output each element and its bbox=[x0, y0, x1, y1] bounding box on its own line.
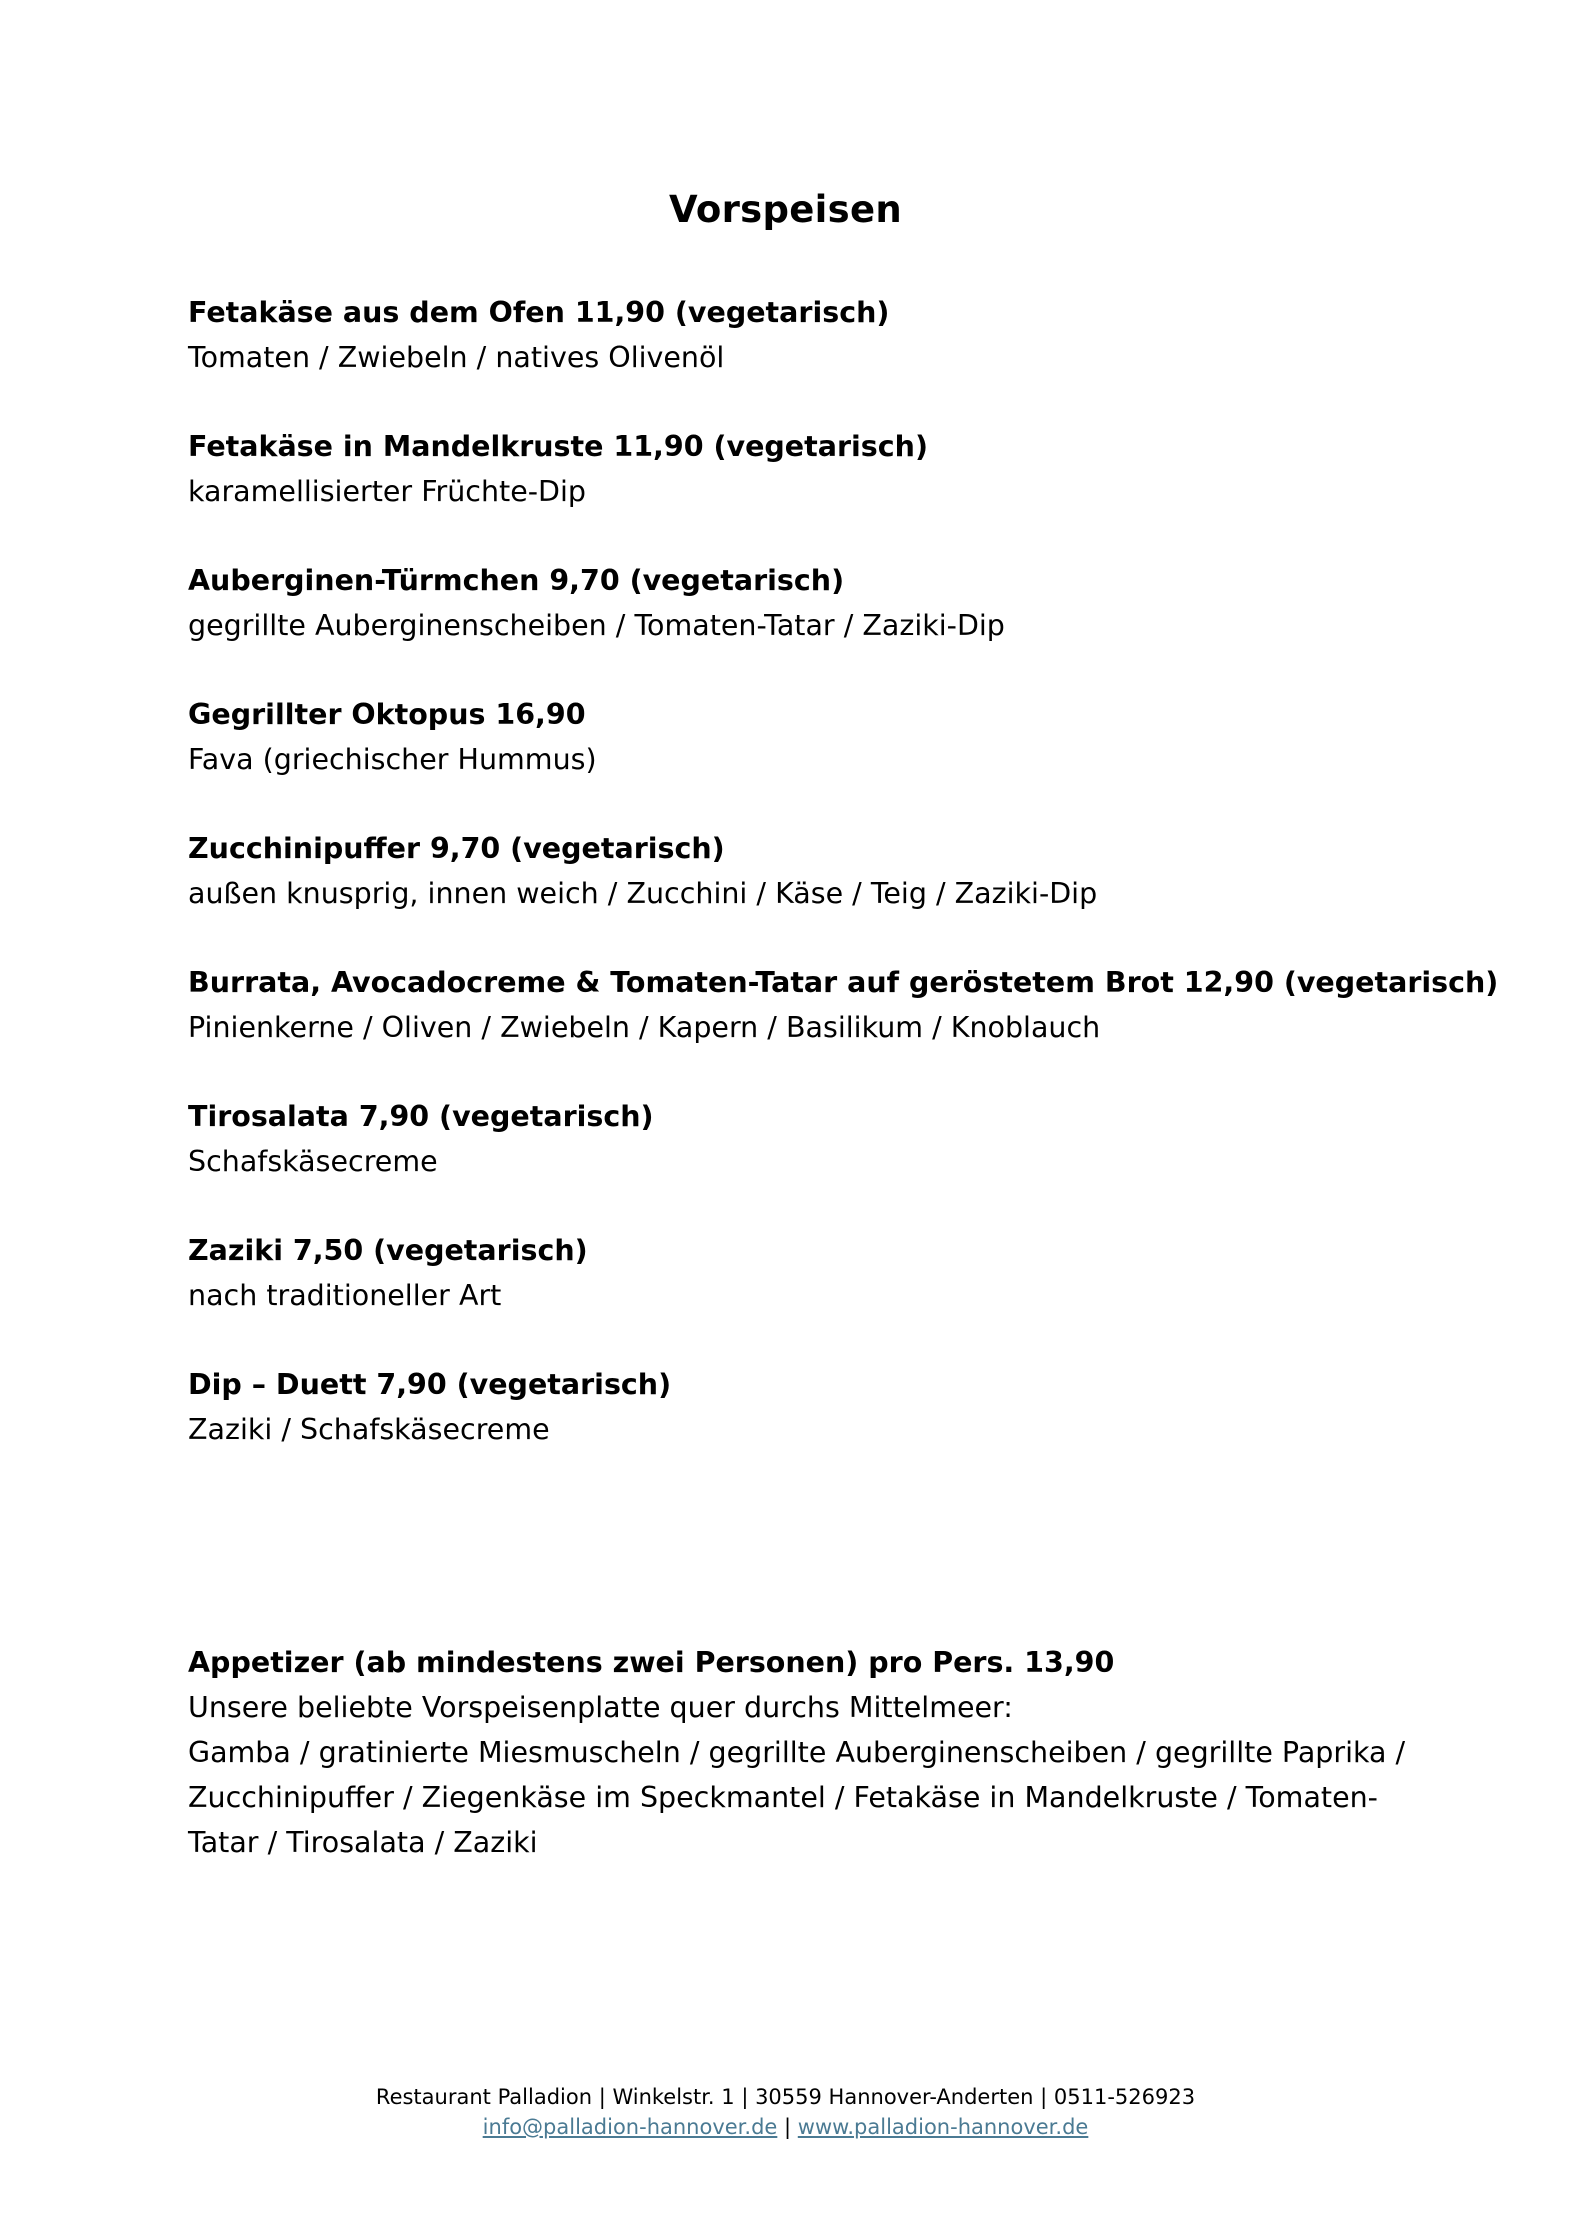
menu-item bbox=[188, 1362, 1428, 1452]
appetizer-intro: Unsere beliebte Vorspeisenplatte quer durchs Mittelmeer: bbox=[188, 1691, 1013, 1724]
starter-list bbox=[188, 290, 1499, 1496]
menu-item-description: gegrillte Auberginenscheiben / Tomaten-Tatar / Zaziki-Dip bbox=[188, 609, 1005, 642]
menu-item-name: Auberginen-Türmchen 9,70 (vegetarisch) bbox=[188, 564, 845, 597]
menu-item-name: Zaziki 7,50 (vegetarisch) bbox=[188, 1234, 588, 1267]
menu-item-description: Tomaten / Zwiebeln / natives Olivenöl bbox=[188, 341, 725, 374]
menu-item-name: Burrata, Avocadocreme & Tomaten-Tatar auf geröstetem Brot 12,90 (vegetarisch) bbox=[188, 966, 1499, 999]
menu-item-name: Gegrillter Oktopus 16,90 bbox=[188, 698, 586, 731]
appetizer-description: Gamba / gratinierte Miesmuscheln / gegrillte Auberginenscheiben / gegrillte Paprika / Zucchinipuffer / Ziegenkäse im Speckmantel / Fetakäse in Mandelkruste / Tomaten-Tatar / Tirosalata / Zaziki bbox=[188, 1736, 1406, 1859]
menu-item-description: Zaziki / Schafskäsecreme bbox=[188, 1413, 550, 1446]
footer-contact bbox=[0, 2112, 1571, 2142]
appetizer-name: Appetizer (ab mindestens zwei Personen) pro Pers. 13,90 bbox=[188, 1646, 1115, 1679]
email-link[interactable]: info@palladion-hannover.de bbox=[482, 2115, 778, 2139]
menu-item bbox=[188, 424, 1428, 514]
menu-item-description: nach traditioneller Art bbox=[188, 1279, 502, 1312]
menu-item bbox=[188, 826, 1428, 916]
menu-item-description: Pinienkerne / Oliven / Zwiebeln / Kapern / Basilikum / Knoblauch bbox=[188, 1011, 1101, 1044]
appetizer-section bbox=[188, 1640, 1428, 1865]
menu-item bbox=[188, 290, 1428, 380]
menu-item-name: Zucchinipuffer 9,70 (vegetarisch) bbox=[188, 832, 725, 865]
footer-address: Restaurant Palladion | Winkelstr. 1 | 30559 Hannover-Anderten | 0511-526923 bbox=[375, 2085, 1196, 2109]
website-link[interactable]: www.palladion-hannover.de bbox=[797, 2115, 1089, 2139]
menu-item-description: karamellisierter Früchte-Dip bbox=[188, 475, 586, 508]
menu-item bbox=[188, 960, 1499, 1050]
menu-item-name: Fetakäse aus dem Ofen 11,90 (vegetarisch) bbox=[188, 296, 890, 329]
footer-separator: | bbox=[784, 2115, 792, 2139]
menu-item-name: Tirosalata 7,90 (vegetarisch) bbox=[188, 1100, 654, 1133]
menu-item-description: Fava (griechischer Hummus) bbox=[188, 743, 597, 776]
menu-item-description: außen knusprig, innen weich / Zucchini / Käse / Teig / Zaziki-Dip bbox=[188, 877, 1098, 910]
menu-item bbox=[188, 558, 1428, 648]
page-title: Vorspeisen bbox=[668, 188, 903, 231]
menu-item bbox=[188, 1228, 1428, 1318]
menu-item-description: Schafskäsecreme bbox=[188, 1145, 438, 1178]
menu-item bbox=[188, 1094, 1428, 1184]
menu-item-name: Dip – Duett 7,90 (vegetarisch) bbox=[188, 1368, 672, 1401]
menu-item bbox=[188, 692, 1428, 782]
menu-item-name: Fetakäse in Mandelkruste 11,90 (vegetarisch) bbox=[188, 430, 928, 463]
